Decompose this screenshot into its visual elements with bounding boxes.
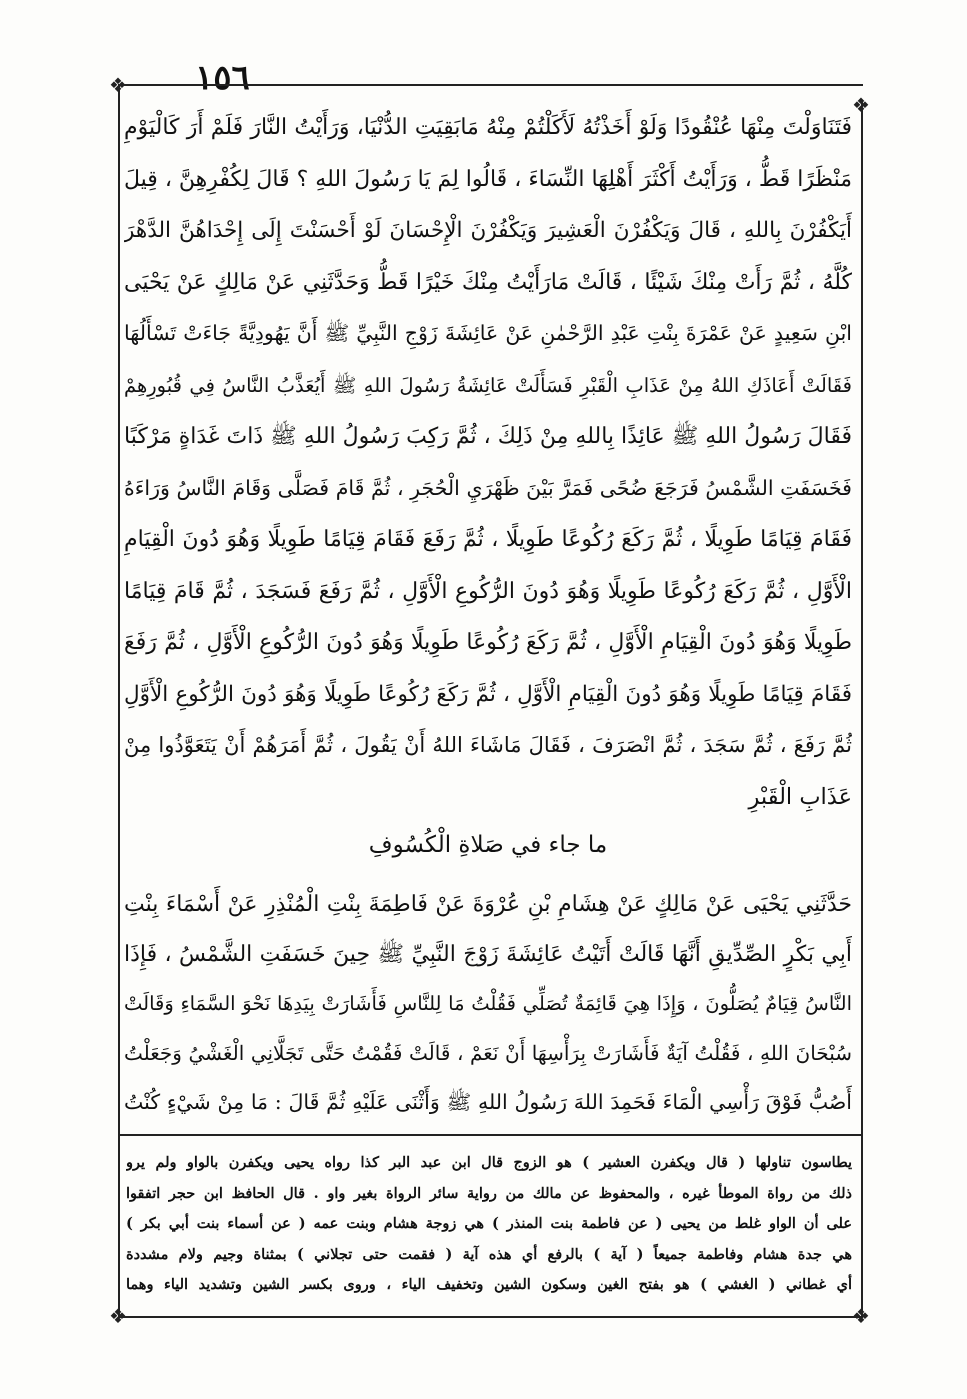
corner-ornament-icon: ❖ — [852, 93, 870, 117]
text-line: عَذَابِ الْقَبْرِ — [748, 783, 852, 810]
text-line: فَقَالَتْ أَعَاذَكِ اللهُ مِنْ عَذَابِ الْقَبْرِ فَسَأَلَتْ عَائِشَةُ رَسُولَ اللهِ ﷺ أَيُعَذَّبُ النَّاسُ فِي قُبُورِهِمْ — [124, 373, 852, 397]
text-line: فَقَالَ رَسُولُ اللهِ ﷺ عَائِذًا بِاللهِ مِنْ ذَلِكَ ، ثُمَّ رَكِبَ رَسُولُ اللهِ ﷺ ذَاتَ غَدَاةٍ مَرْكَبًا — [124, 424, 852, 449]
text-line: فَخَسَفَتِ الشَّمْسُ فَرَجَعَ ضُحًى فَمَرَّ بَيْنَ ظَهْرَيِ الْحُجَرِ ، ثُمَّ قَامَ فَصَلَّى وَقَامَ النَّاسُ وَرَاءَهُ — [124, 475, 852, 500]
corner-ornament-icon: ❖ — [109, 1304, 127, 1328]
text-line: فَقَامَ قِيَامًا طَوِيلًا وَهُوَ دُونَ الْقِيَامِ الْأَوَّلِ ، ثُمَّ رَكَعَ رُكُوعًا طَوِيلًا وَهُوَ دُونَ الرُّكُوعِ الْأَوَّلِ — [124, 681, 852, 707]
text-line: ثُمَّ رَفَعَ ، ثُمَّ سَجَدَ ، ثُمَّ انْصَرَفَ ، فَقَالَ مَاشَاءَ اللهُ أَنْ يَقُولَ ، ثُمَّ أَمَرَهُمْ أَنْ يَتَعَوَّذُوا مِنْ — [124, 733, 852, 757]
frame-bottom-border — [118, 1316, 863, 1318]
footnote-line: على أن الواو غلط من يحيى ( عن فاطمة بنت المنذر ) هي زوجة هشام وبنت عمه ( عن أسماء بنت أبي بكر ) — [126, 1215, 852, 1232]
frame-left-border — [118, 84, 120, 1316]
text-line: حَدَّثَنِي يَحْيَى عَنْ مَالِكٍ عَنْ هِشَامِ بْنِ عُرْوَةَ عَنْ فَاطِمَةَ بِنْتِ الْمُنْذِرِ عَنْ أَسْمَاءَ بِنْتِ — [124, 892, 852, 917]
section-text — [124, 880, 852, 1128]
text-line: أَبِي بَكْرٍ الصِّدِّيقِ أَنَّهَا قَالَتْ أَتَيْتُ عَائِشَةَ زَوْجَ النَّبِيِّ ﷺ حِينَ خَسَفَتِ الشَّمْسُ ، فَإِذَا — [124, 941, 852, 967]
footnotes — [126, 1148, 852, 1301]
text-line: الْأَوَّلِ ، ثُمَّ رَكَعَ رُكُوعًا طَوِيلًا وَهُوَ دُونَ الرُّكُوعِ الْأَوَّلِ ، ثُمَّ رَفَعَ فَسَجَدَ ، ثُمَّ قَامَ قِيَامًا — [124, 578, 852, 604]
section-heading: ما جاء في صَلاةِ الْكُسُوفِ — [368, 832, 608, 858]
main-text — [124, 102, 852, 823]
footnote-line: هي جدة هشام وفاطمة جميعاً ( آية ) بالرفع أي هذه آية ( فقمت حتى تجلاني ) بمثناة وجيم ولام مشددة — [126, 1245, 852, 1263]
text-line: كُلَّهُ ، ثُمَّ رَأَتْ مِنْكَ شَيْئًا ، قَالَتْ مَارَأَيْتُ مِنْكَ خَيْرًا قَطُّ وَحَدَّثَنِي عَنْ مَالِكٍ عَنْ يَحْيَى — [124, 269, 852, 295]
page-number: ١٥٦ — [195, 58, 250, 98]
text-line: فَقَامَ قِيَامًا طَوِيلًا ، ثُمَّ رَكَعَ رُكُوعًا طَوِيلًا ، ثُمَّ رَفَعَ فَقَامَ قِيَامًا طَوِيلًا وَهُوَ دُونَ الْقِيَامِ — [124, 527, 852, 552]
text-line: سُبْحَانَ اللهِ ، فَقُلْتُ آيَةٌ فَأَشَارَتْ بِرَأْسِهَا أَنْ نَعَمْ ، قَالَتْ فَقُمْتُ حَتَّى تَجَلَّانِي الْغَشْيُ وَجَعَلْتُ — [124, 1040, 852, 1065]
frame-top-border — [118, 84, 863, 86]
text-line: ابْنِ سَعِيدٍ عَنْ عَمْرَةَ بِنْتِ عَبْدِ الرَّحْمٰنِ عَنْ عَائِشَةَ زَوْجِ النَّبِيِّ ﷺ أَنَّ يَهُودِيَّةً جَاءَتْ تَسْأَلُهَا — [124, 321, 852, 345]
footnote-line: أي غطاني ( الغشي ) هو بفتح الغين وسكون الشين وتخفيف الياء ، وروى بكسر الشين وتشديد الياء وهما — [126, 1276, 852, 1293]
footnote-line: يطاسون تناولها ( قال ويكفرن العشير ) هو الزوج قال ابن عبد البر كذا رواه يحيى ويكفرن بالواو ولم يرو — [126, 1154, 852, 1171]
corner-ornament-icon: ❖ — [109, 73, 127, 97]
text-line: مَنْظَرًا قَطُّ ، وَرَأَيْتُ أَكْثَرَ أَهْلِهَا النِّسَاءَ ، قَالُوا لِمَ يَا رَسُولَ اللهِ ؟ قَالَ لِكُفْرِهِنَّ ، قِيلَ — [124, 166, 852, 192]
text-line: النَّاسُ قِيَامٌ يُصَلُّونَ ، وَإِذَا هِيَ قَائِمَةٌ تُصَلِّي فَقُلْتُ مَا لِلنَّاسِ فَأَشَارَتْ بِيَدِهَا نَحْوَ السَّمَاءِ وَقَالَتْ — [124, 992, 852, 1015]
corner-ornament-icon: ❖ — [852, 1304, 870, 1328]
footnote-line: ذلك من رواة الموطأ غيره ، والمحفوظ عن مالك من رواية سائر الرواة بغير واو . قال الحافظ ابن حجر اتفقوا — [126, 1184, 852, 1202]
footnote-divider — [118, 1134, 863, 1136]
text-line: طَوِيلًا وَهُوَ دُونَ الْقِيَامِ الْأَوَّلِ ، ثُمَّ رَكَعَ رُكُوعًا طَوِيلًا وَهُوَ دُونَ الرُّكُوعِ الْأَوَّلِ ، ثُمَّ رَفَعَ — [124, 630, 852, 655]
text-line: أَيَكْفُرْنَ بِاللهِ ، قَالَ وَيَكْفُرْنَ الْعَشِيرَ وَيَكْفُرْنَ الْإِحْسَانَ لَوْ أَحْسَنْتَ إِلَى إِحْدَاهُنَّ الدَّهْرَ — [124, 218, 852, 243]
text-line: فَتَنَاوَلْتَ مِنْهَا عُنْقُودًا وَلَوْ أَخَذْتُهُ لَأَكَلْتُمْ مِنْهُ مَابَقِيَتِ الدُّنْيَا، وَرَأَيْتُ النَّارَ فَلَمْ أَرَ كَالْيَوْمِ — [124, 115, 852, 140]
text-line: أَصُبُّ فَوْقَ رَأْسِي الْمَاءَ فَحَمِدَ اللهَ رَسُولُ اللهِ ﷺ وَأَثْنَى عَلَيْهِ ثُمَّ قَالَ : مَا مِنْ شَيْءٍ كُنْتُ — [124, 1090, 852, 1114]
